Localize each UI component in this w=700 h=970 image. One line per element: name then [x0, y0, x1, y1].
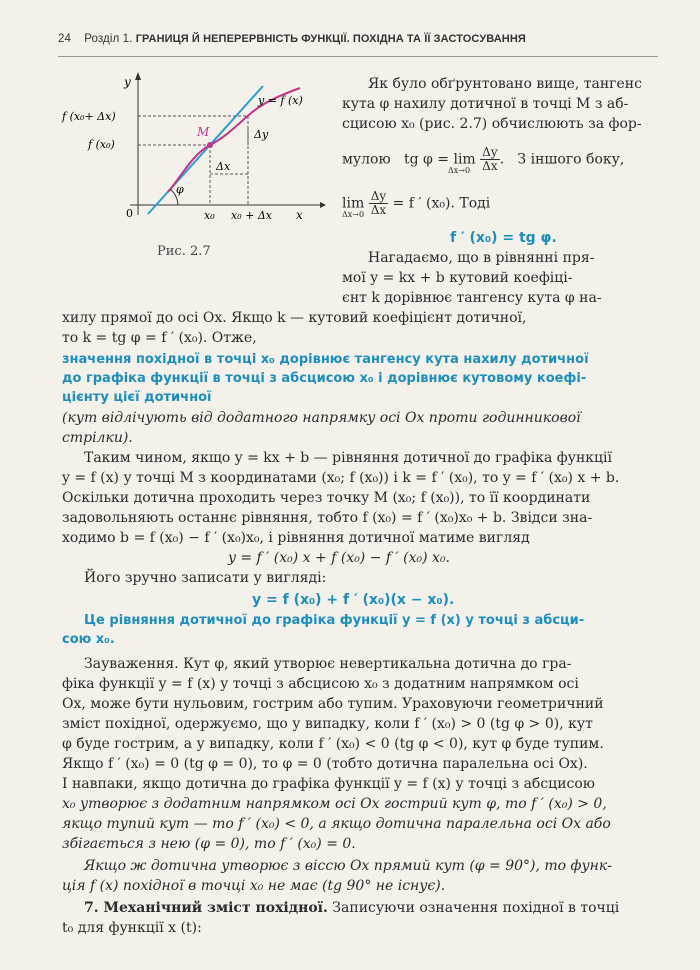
- blue-def-3: цієнту цієї дотичної: [62, 390, 212, 405]
- intro-line-1: Як було обґрунтовано вище, тангенс: [368, 76, 642, 92]
- remind-line-2: мої y = kx + b кутовий коефіці-: [342, 270, 573, 286]
- note-line-9: якщо тупий кут — то f ′ (x₀) < 0, а якщо дотична паралельна осі Ox або: [62, 816, 611, 832]
- lim-sub-1: Δx→0: [448, 166, 471, 175]
- note-line-4: зміст похідної, одержуємо, що у випадку, коли f ′ (x₀) > 0 (tg φ > 0), кут: [62, 716, 593, 732]
- section-label: Розділ 1.: [84, 33, 133, 45]
- blue-eq-1: Це рівняння дотичної до графіка функції y = f (x) у точці з абсци-: [84, 613, 585, 628]
- body-line-4: задовольняють останнє рівняння, тобто f (x₀) = f ′ (x₀)x₀ + b. Звідси зна-: [62, 510, 593, 526]
- formula-tangent-eq-1: y = f ′ (x₀) x + f (x₀) − f ′ (x₀) x₀.: [228, 550, 451, 566]
- dy-dx-fraction-2: [369, 190, 388, 217]
- label-f-x0: f (x₀): [88, 138, 115, 151]
- label-y-axis: y: [124, 75, 131, 89]
- intro-line-4-c: З іншого боку,: [517, 151, 625, 168]
- point-m: [207, 142, 213, 148]
- label-point-m: M: [197, 125, 210, 139]
- note-line-10: збігається з нею (φ = 0), то f ′ (x₀) = 0.: [62, 836, 356, 852]
- label-origin: 0: [126, 207, 133, 220]
- body-line-1: Таким чином, якщо y = kx + b — рівняння дотичної до графіка функції: [84, 450, 612, 466]
- figure-2-7: [58, 66, 343, 236]
- note-line-6: Якщо f ′ (x₀) = 0 (tg φ = 0), то φ = 0 (тобто дотична паралельна осі Ox).: [62, 756, 588, 772]
- figure-caption: Рис. 2.7: [157, 244, 211, 259]
- tangent-line: [148, 86, 263, 214]
- note-line-1: Зауваження. Кут φ, який утворює невертикальна дотична до гра-: [84, 656, 572, 672]
- frac2-num: Δy: [370, 189, 387, 203]
- y-axis-arrow: [135, 72, 141, 80]
- formula-tangent-eq-2: y = f (x₀) + f ′ (x₀)(x − x₀).: [252, 592, 455, 608]
- intro-line-4-a: мулою: [342, 151, 391, 168]
- header-rule: [58, 56, 658, 57]
- formula-tangent: f ′ (x₀) = tg φ.: [450, 230, 557, 246]
- italic-note-2: стрілки).: [62, 430, 133, 446]
- body-line-5: ходимо b = f (x₀) − f ′ (x₀)x₀, і рівняння дотичної матиме вигляд: [62, 530, 530, 546]
- note-line-7: І навпаки, якщо дотична до графіка функції y = f (x) у точці з абсцисою: [62, 776, 595, 792]
- intro-line-4-b: tg φ = lim: [404, 151, 476, 168]
- remind-line-4: хилу прямої до осі Ox. Якщо k — кутовий коефіцієнт дотичної,: [62, 310, 527, 326]
- remind-line-3: єнт k дорівнює тангенсу кута φ на-: [342, 290, 602, 306]
- body-line-3: Оскільки дотична проходить через точку M (x₀; f (x₀)), то її координати: [62, 490, 591, 506]
- lim-sub-2: Δx→0: [342, 210, 365, 219]
- label-curve: y = f (x): [258, 94, 303, 107]
- dy-dx-fraction: [480, 146, 499, 173]
- label-dy: Δy: [254, 128, 269, 141]
- italic-note-1: (кут відлічують від додатного напрямку осі Ox проти годинникової: [62, 410, 581, 426]
- chapter-title: ГРАНИЦЯ Й НЕПЕРЕРВНІСТЬ ФУНКЦІЇ. ПОХІДНА ТА ЇЇ ЗАСТОСУВАННЯ: [135, 33, 526, 45]
- page-number: 24: [58, 33, 71, 45]
- label-x-axis: x: [296, 208, 303, 222]
- intro-line-3: сцисою x₀ (рис. 2.7) обчислюють за фор-: [342, 116, 642, 132]
- intro-line-5-b: = f ′ (x₀). Тоді: [392, 195, 491, 212]
- section-7-title: 7. Механічний зміст похідної.: [84, 900, 328, 916]
- label-dx: Δx: [216, 160, 231, 173]
- note-line-12: ція f (x) похідної в точці x₀ не має (tg 90° не існує).: [62, 878, 446, 894]
- blue-def-1: значення похідної в точці x₀ дорівнює тангенсу кута нахилу дотичної: [62, 352, 589, 367]
- page-header: [58, 33, 658, 45]
- label-x0-dx: x₀ + Δx: [231, 209, 272, 222]
- label-phi: φ: [176, 183, 184, 196]
- intro-line-2: кута φ нахилу дотичної в точці M з аб-: [342, 96, 629, 112]
- intro-line-5: [342, 190, 490, 217]
- section-7-text: Записуючи означення похідної в точці: [327, 900, 620, 916]
- frac-num: Δy: [482, 145, 498, 159]
- note-line-3: Ox, може бути нульовим, гострим або тупим. Ураховуючи геометричний: [62, 696, 604, 712]
- note-line-11: Якщо ж дотична утворює з віссю Ox прямий кут (φ = 90°), то функ-: [84, 858, 612, 874]
- section-7-line-1: [84, 898, 619, 918]
- frac-den: Δx: [482, 159, 498, 173]
- blue-eq-2: сою x₀.: [62, 632, 115, 647]
- x-axis-arrow: [320, 202, 326, 208]
- remind-line-5: то k = tg φ = f ′ (x₀). Отже,: [62, 330, 257, 346]
- body-line-2: y = f (x) у точці M з координатами (x₀; f (x₀)) і k = f ′ (x₀), то y = f ′ (x₀) x + b.: [62, 470, 620, 486]
- body-line-6: Його зручно записати у вигляді:: [84, 570, 327, 586]
- note-line-2: фіка функції y = f (x) у точці з абсцисою x₀ з додатним напрямком осі: [62, 676, 579, 692]
- label-f-x0-dx: f (x₀+ Δx): [62, 110, 116, 123]
- note-line-5: φ буде гострим, а у випадку, коли f ′ (x₀) < 0 (tg φ < 0), кут φ буде тупим.: [62, 736, 604, 752]
- label-x0: x₀: [204, 209, 215, 222]
- frac2-den: Δx: [370, 203, 387, 217]
- remind-line-1: Нагадаємо, що в рівнянні пря-: [368, 250, 595, 266]
- blue-def-2: до графіка функції в точці з абсцисою x₀ і дорівнює кутовому коефі-: [62, 371, 587, 386]
- section-7-line-2: t₀ для функції x (t):: [62, 920, 202, 936]
- intro-line-4: мулою tg φ = lim $\frac{\Delta y}{\Delta x}$ . З іншого боку,: [342, 145, 625, 173]
- intro-line-5-a: lim: [342, 195, 365, 212]
- note-line-8: x₀ утворює з додатним напрямком осі Ox гострий кут φ, то f ′ (x₀) > 0,: [62, 796, 607, 812]
